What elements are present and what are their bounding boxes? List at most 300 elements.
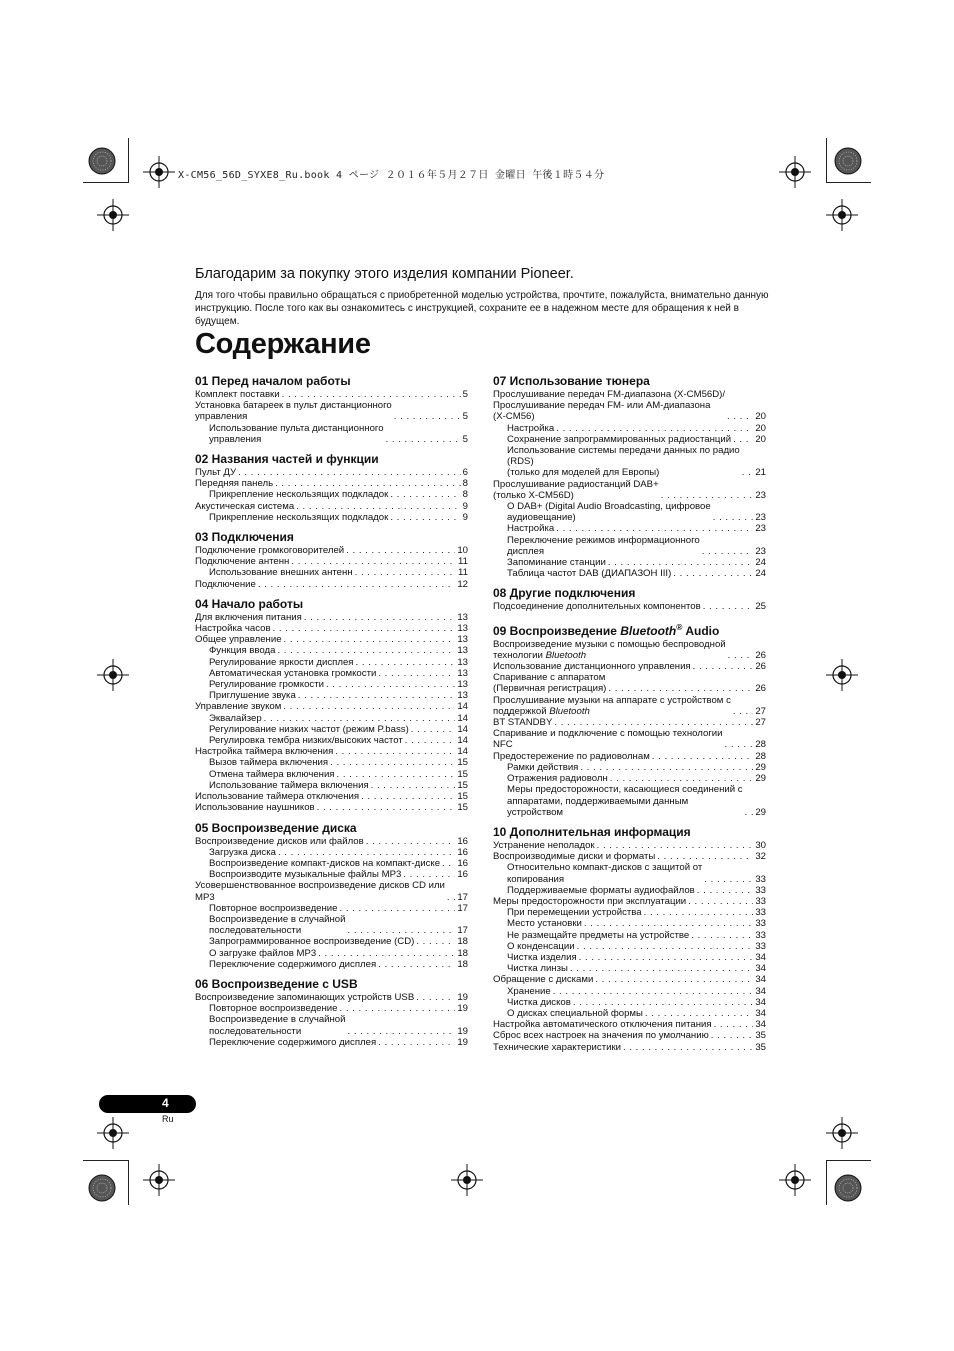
toc-page-number: 9 bbox=[462, 511, 468, 523]
toc-entry-text: Обращение с дисками bbox=[493, 974, 594, 986]
toc-entry-text: Использование внешних антенн bbox=[209, 567, 353, 579]
toc-page-number: 8 bbox=[462, 478, 468, 490]
toc-page-number: 19 bbox=[457, 1036, 468, 1048]
toc-page-number: 34 bbox=[755, 963, 766, 975]
toc-entry[interactable] bbox=[493, 728, 766, 750]
toc-entry[interactable] bbox=[493, 762, 766, 773]
registration-cross-icon bbox=[826, 659, 858, 691]
toc-page-number: 14 bbox=[457, 712, 468, 724]
toc-page-number: 23 bbox=[755, 523, 766, 535]
toc-entry-text: Эквалайзер bbox=[209, 712, 262, 724]
dot-leader bbox=[725, 739, 754, 750]
toc-page-number: 18 bbox=[457, 936, 468, 948]
toc-entry-text: При перемещении устройства bbox=[507, 907, 642, 919]
toc-entry-text: Акустическая система bbox=[195, 500, 295, 512]
toc-page-number: 24 bbox=[755, 557, 766, 569]
toc-page-number: 35 bbox=[755, 1030, 766, 1042]
page-title: Содержание bbox=[195, 328, 371, 360]
toc-entry[interactable] bbox=[493, 1008, 766, 1019]
toc-page-number: 19 bbox=[457, 1003, 468, 1015]
toc-entry-text: Использование наушников bbox=[195, 802, 315, 814]
toc-entry[interactable] bbox=[493, 535, 766, 557]
dot-leader bbox=[390, 512, 460, 523]
dot-leader bbox=[644, 907, 754, 918]
toc-entry[interactable] bbox=[195, 724, 468, 735]
toc-entry-text: Настройка bbox=[507, 523, 555, 535]
toc-entry-text: Повторное воспроизведение bbox=[209, 1003, 338, 1015]
dot-leader bbox=[275, 478, 461, 489]
toc-page-number: 34 bbox=[755, 985, 766, 997]
dot-leader bbox=[697, 885, 754, 896]
section-heading: 04 Начало работы bbox=[195, 596, 304, 611]
thanks-line: Благодарим за покупку этого изделия компании Pioneer. bbox=[195, 266, 574, 282]
page-number: 4 bbox=[162, 1096, 169, 1110]
toc-entry-text: Настройка bbox=[507, 422, 555, 434]
toc-entry[interactable] bbox=[493, 751, 766, 762]
dot-leader bbox=[348, 1026, 456, 1037]
toc-page-number: 15 bbox=[457, 768, 468, 780]
toc-entry[interactable] bbox=[195, 668, 468, 679]
toc-entry[interactable] bbox=[195, 936, 468, 947]
dot-leader bbox=[337, 769, 456, 780]
toc-entry-text: Регулирование низких частот (режим P.bass) bbox=[209, 723, 409, 735]
registration-cross-icon bbox=[779, 1164, 811, 1196]
toc-entry[interactable] bbox=[195, 858, 468, 869]
dot-leader bbox=[657, 851, 753, 862]
toc-entry[interactable] bbox=[493, 523, 766, 534]
dot-leader bbox=[335, 746, 455, 757]
toc-entry[interactable] bbox=[195, 802, 468, 813]
registration-cross-icon bbox=[97, 659, 129, 691]
dot-leader bbox=[340, 903, 456, 914]
registration-cross-icon bbox=[779, 156, 811, 188]
dot-leader bbox=[366, 836, 456, 847]
toc-entry-text: Общее управление bbox=[195, 634, 282, 646]
toc-entry[interactable] bbox=[195, 869, 468, 880]
toc-entry-text: Чистка изделия bbox=[507, 951, 577, 963]
toc-entry[interactable] bbox=[493, 997, 766, 1008]
toc-entry-text: Меры предосторожности, касающиеся соединений с аппаратами, поддерживаемыми данным устройством bbox=[507, 784, 743, 818]
toc-page-number: 12 bbox=[457, 578, 468, 590]
dot-leader bbox=[278, 847, 455, 858]
toc-entry-text: Прослушивание музыки на аппарате с устройством с поддержкой Bluetooth bbox=[493, 694, 731, 717]
toc-entry[interactable] bbox=[195, 903, 468, 914]
intro-paragraph: Для того чтобы правильно обращаться с приобретенной моделью устройства, прочтите, пожалуйста, внимательно данную инструкцию. После того как вы ознакомитесь с инструкцией, сохраните ее в надежном месте для обращения к ней в будущем. bbox=[195, 290, 769, 327]
toc-page-number: 33 bbox=[755, 940, 766, 952]
toc-entry-text: Управление звуком bbox=[195, 701, 282, 713]
toc-entry[interactable] bbox=[195, 478, 468, 489]
toc-page-number: 17 bbox=[457, 891, 468, 903]
toc-page-number: 13 bbox=[457, 667, 468, 679]
toc-entry[interactable] bbox=[493, 986, 766, 997]
toc-page-number: 29 bbox=[755, 761, 766, 773]
toc-page-number: 13 bbox=[457, 656, 468, 668]
toc-page-number: 34 bbox=[755, 974, 766, 986]
toc-entry-text: Подключение антенн bbox=[195, 556, 290, 568]
dot-leader bbox=[317, 802, 456, 813]
toc-entry-text: Воспроизведение дисков или файлов bbox=[195, 835, 364, 847]
toc-page-number: 34 bbox=[755, 1019, 766, 1031]
toc-entry-text: Регулирование громкости bbox=[209, 679, 324, 691]
toc-entry[interactable] bbox=[493, 907, 766, 918]
toc-entry[interactable] bbox=[195, 735, 468, 746]
toc-entry[interactable] bbox=[195, 836, 468, 847]
toc-entry[interactable] bbox=[195, 556, 468, 567]
toc-entry[interactable] bbox=[195, 791, 468, 802]
dot-leader bbox=[340, 1003, 456, 1014]
toc-page-number: 16 bbox=[457, 846, 468, 858]
toc-page-number: 23 bbox=[755, 489, 766, 501]
dot-leader bbox=[608, 557, 753, 568]
toc-entry[interactable] bbox=[195, 769, 468, 780]
dot-leader bbox=[273, 623, 456, 634]
dot-leader bbox=[745, 807, 754, 818]
dot-leader bbox=[411, 724, 456, 735]
dot-leader bbox=[291, 556, 456, 567]
dot-leader bbox=[584, 918, 753, 929]
toc-page-number: 13 bbox=[457, 690, 468, 702]
toc-page-number: 13 bbox=[457, 645, 468, 657]
dot-leader bbox=[733, 434, 753, 445]
toc-page-number: 33 bbox=[755, 895, 766, 907]
dot-leader bbox=[318, 948, 455, 959]
toc-entry[interactable] bbox=[493, 851, 766, 862]
toc-page-number: 33 bbox=[755, 918, 766, 930]
toc-entry[interactable] bbox=[195, 567, 468, 578]
toc-entry-text: Воспроизведение в случайной последовательности bbox=[209, 913, 346, 937]
toc-entry-text: BT STANDBY bbox=[493, 717, 553, 729]
toc-entry[interactable] bbox=[195, 757, 468, 768]
toc-entry-text: Чистка дисков bbox=[507, 996, 571, 1008]
dot-leader bbox=[702, 546, 754, 557]
dot-leader bbox=[403, 869, 455, 880]
toc-entry-text: Рамки действия bbox=[507, 761, 579, 773]
toc-entry[interactable] bbox=[195, 948, 468, 959]
dot-leader bbox=[394, 411, 461, 422]
toc-page-number: 11 bbox=[458, 556, 468, 568]
registration-cross-icon bbox=[826, 1117, 858, 1149]
dot-leader bbox=[361, 791, 455, 802]
toc-entry[interactable] bbox=[195, 467, 468, 478]
dot-leader bbox=[556, 523, 753, 534]
dot-leader bbox=[728, 650, 754, 661]
toc-page-number: 33 bbox=[755, 907, 766, 919]
toc-page-number: 25 bbox=[755, 601, 766, 613]
toc-entry-text: Таблица частот DAB (ДИАПАЗОН III) bbox=[507, 568, 672, 580]
toc-entry[interactable] bbox=[493, 896, 766, 907]
toc-entry-text: Воспроизведение музыки с помощью беспроводной технологии Bluetooth bbox=[493, 638, 726, 661]
toc-entry-text: Регулирование яркости дисплея bbox=[209, 656, 354, 668]
toc-entry[interactable] bbox=[493, 840, 766, 851]
toc-entry-text: Технические характеристики bbox=[493, 1041, 622, 1053]
toc-column-right bbox=[493, 374, 766, 1053]
toc-page-number: 19 bbox=[457, 991, 468, 1003]
toc-entry-text: Запрограммированное воспроизведение (CD) bbox=[209, 936, 415, 948]
dot-leader bbox=[283, 701, 455, 712]
toc-entry[interactable] bbox=[195, 1003, 468, 1014]
dot-leader bbox=[258, 579, 455, 590]
toc-entry[interactable] bbox=[493, 918, 766, 929]
toc-page-number: 28 bbox=[755, 739, 766, 751]
toc-entry[interactable] bbox=[493, 717, 766, 728]
toc-entry[interactable] bbox=[195, 780, 468, 791]
dot-leader bbox=[386, 434, 461, 445]
toc-entry-text: Устранение неполадок bbox=[493, 839, 595, 851]
dot-leader bbox=[608, 683, 753, 694]
dot-leader bbox=[714, 1019, 754, 1030]
dot-leader bbox=[673, 568, 753, 579]
toc-entry-text: Прикрепление нескользящих подкладок bbox=[209, 489, 389, 501]
toc-entry[interactable] bbox=[195, 501, 468, 512]
toc-page-number: 20 bbox=[755, 422, 766, 434]
section-heading: 02 Названия частей и функции bbox=[195, 452, 379, 467]
toc-entry[interactable] bbox=[195, 579, 468, 590]
toc-entry-text: Усовершенствованное воспроизведение дисков CD или MP3 bbox=[195, 880, 445, 903]
toc-entry-text: Использование дистанционного управления bbox=[493, 661, 691, 673]
toc-entry-text: Чистка линзы bbox=[507, 963, 568, 975]
toc-entry[interactable] bbox=[195, 623, 468, 634]
toc-page-number: 14 bbox=[457, 735, 468, 747]
toc-entry-text: Вызов таймера включения bbox=[209, 757, 329, 769]
toc-entry[interactable] bbox=[493, 661, 766, 672]
toc-entry[interactable] bbox=[195, 612, 468, 623]
dot-leader bbox=[442, 858, 455, 869]
dot-leader bbox=[577, 941, 754, 952]
toc-entry[interactable] bbox=[195, 746, 468, 757]
toc-entry-text: Регулировка тембра низких/высоких частот bbox=[209, 735, 403, 747]
section-heading: 06 Воспроизведение с USB bbox=[195, 976, 358, 991]
section-heading: 08 Другие подключения bbox=[493, 586, 636, 601]
toc-entry-text: Меры предосторожности при эксплуатации bbox=[493, 895, 687, 907]
toc-entry[interactable] bbox=[195, 545, 468, 556]
dot-leader bbox=[304, 612, 456, 623]
toc-page-number: 23 bbox=[755, 545, 766, 557]
dot-leader bbox=[416, 992, 455, 1003]
toc-entry[interactable] bbox=[195, 713, 468, 724]
toc-entry[interactable] bbox=[195, 959, 468, 970]
toc-entry[interactable] bbox=[195, 679, 468, 690]
dot-leader bbox=[277, 645, 455, 656]
dot-leader bbox=[405, 735, 456, 746]
registration-cross-icon bbox=[143, 156, 175, 188]
toc-entry[interactable] bbox=[493, 423, 766, 434]
toc-entry[interactable] bbox=[493, 501, 766, 523]
toc-entry[interactable] bbox=[195, 657, 468, 668]
toc-entry[interactable] bbox=[493, 639, 766, 661]
toc-entry[interactable] bbox=[493, 784, 766, 818]
registration-cross-icon bbox=[451, 1164, 483, 1196]
toc-entry-text: Предостережение по радиоволнам bbox=[493, 750, 650, 762]
toc-page-number: 16 bbox=[457, 869, 468, 881]
toc-page-number: 27 bbox=[755, 705, 766, 717]
dot-leader bbox=[378, 1037, 455, 1048]
toc-page-number: 5 bbox=[462, 389, 468, 400]
toc-entry-text: Функция ввода bbox=[209, 645, 276, 657]
toc-page-number: 15 bbox=[457, 802, 468, 814]
toc-page-number: 32 bbox=[755, 851, 766, 863]
toc-entry[interactable] bbox=[195, 645, 468, 656]
toc-entry[interactable] bbox=[195, 880, 468, 902]
toc-entry[interactable] bbox=[493, 445, 766, 479]
toc-page-number: 15 bbox=[457, 757, 468, 769]
dot-leader bbox=[742, 467, 754, 478]
toc-page-number: 10 bbox=[457, 545, 468, 557]
toc-entry[interactable] bbox=[493, 672, 766, 694]
section-heading: 05 Воспроизведение диска bbox=[195, 820, 357, 835]
toc-column-left bbox=[195, 374, 468, 1048]
toc-page-number: 33 bbox=[755, 873, 766, 885]
toc-page-number: 34 bbox=[755, 996, 766, 1008]
toc-entry-text: Автоматическая установка громкости bbox=[209, 667, 377, 679]
toc-entry[interactable] bbox=[493, 479, 766, 501]
dot-leader bbox=[645, 1008, 753, 1019]
toc-entry[interactable] bbox=[195, 512, 468, 523]
dot-leader bbox=[556, 423, 753, 434]
toc-page-number: 18 bbox=[457, 947, 468, 959]
toc-entry[interactable] bbox=[195, 400, 468, 422]
dot-leader bbox=[416, 936, 455, 947]
print-header: X-CM56_56D_SYXE8_Ru.book 4 ページ ２０１６年５月２７日 金曜日 午後１時５４分 bbox=[178, 170, 605, 181]
toc-entry[interactable] bbox=[195, 914, 468, 936]
dot-leader bbox=[704, 874, 753, 885]
toc-entry-text: Подсоединение дополнительных компонентов bbox=[493, 601, 701, 613]
dot-leader bbox=[727, 411, 753, 422]
section-heading: 03 Подключения bbox=[195, 530, 294, 545]
dot-leader bbox=[264, 713, 456, 724]
dot-leader bbox=[713, 512, 754, 523]
toc-entry-text: Прикрепление нескользящих подкладок bbox=[209, 511, 389, 523]
toc-page-number: 23 bbox=[755, 512, 766, 524]
toc-entry-text: О конденсации bbox=[507, 940, 575, 952]
dot-leader bbox=[348, 925, 456, 936]
dot-leader bbox=[688, 896, 753, 907]
toc-entry[interactable] bbox=[493, 434, 766, 445]
color-target-icon bbox=[835, 1175, 861, 1201]
toc-page-number: 29 bbox=[755, 806, 766, 818]
toc-entry[interactable] bbox=[493, 601, 766, 612]
toc-entry[interactable] bbox=[195, 1014, 468, 1036]
toc-page-number: 5 bbox=[462, 411, 468, 423]
toc-entry[interactable] bbox=[195, 634, 468, 645]
toc-entry-text: Прослушивание радиостанций DAB+ (только X-CM56D) bbox=[493, 478, 659, 501]
dot-leader bbox=[573, 997, 753, 1008]
section-heading: 07 Использование тюнера bbox=[493, 374, 650, 388]
toc-entry[interactable] bbox=[493, 1042, 766, 1053]
dot-leader bbox=[703, 601, 754, 612]
toc-entry-text: О DAB+ (Digital Audio Broadcasting, цифровое аудиовещание) bbox=[507, 501, 711, 524]
toc-page-number: 14 bbox=[457, 723, 468, 735]
toc-entry-text: Отмена таймера включения bbox=[209, 768, 335, 780]
toc-entry-text: Комплект поставки bbox=[195, 389, 280, 400]
toc-page-number: 13 bbox=[457, 611, 468, 623]
toc-entry-text: Использование пульта дистанционного управления bbox=[209, 422, 384, 445]
toc-entry-text: Воспроизведение запоминающих устройств USB bbox=[195, 991, 415, 1003]
color-target-icon bbox=[89, 148, 115, 174]
section-heading: 10 Дополнительная информация bbox=[493, 824, 691, 839]
toc-entry[interactable] bbox=[493, 930, 766, 941]
toc-entry-text: Повторное воспроизведение bbox=[209, 902, 338, 914]
toc-entry[interactable] bbox=[195, 847, 468, 858]
toc-entry[interactable] bbox=[493, 974, 766, 985]
language-code: Ru bbox=[162, 1114, 174, 1124]
toc-entry[interactable] bbox=[493, 941, 766, 952]
section-heading: 09 Воспроизведение Bluetooth® Audio bbox=[493, 621, 720, 638]
dot-leader bbox=[597, 840, 754, 851]
toc-entry[interactable] bbox=[195, 423, 468, 445]
toc-entry[interactable] bbox=[195, 1037, 468, 1048]
toc-entry[interactable] bbox=[493, 568, 766, 579]
toc-page-number: 14 bbox=[457, 701, 468, 713]
toc-entry[interactable] bbox=[493, 557, 766, 568]
toc-page-number: 15 bbox=[457, 791, 468, 803]
toc-entry-text: Подключение громкоговорителей bbox=[195, 545, 345, 557]
dot-leader bbox=[447, 892, 455, 903]
toc-page-number: 33 bbox=[755, 884, 766, 896]
toc-entry-text: Использование таймера отключения bbox=[195, 791, 360, 803]
registration-cross-icon bbox=[97, 1117, 129, 1149]
toc-entry[interactable] bbox=[195, 690, 468, 701]
registration-cross-icon bbox=[97, 199, 129, 231]
toc-entry[interactable] bbox=[195, 701, 468, 712]
toc-page-number: 20 bbox=[755, 433, 766, 445]
dot-leader bbox=[298, 690, 456, 701]
toc-entry[interactable] bbox=[195, 992, 468, 1003]
toc-entry[interactable] bbox=[493, 1019, 766, 1030]
toc-entry[interactable] bbox=[195, 489, 468, 500]
toc-entry-text: Спаривание с аппаратом (Первичная регистрация) bbox=[493, 672, 607, 695]
toc-entry-text: Воспроизведение компакт-дисков на компакт-диске bbox=[209, 857, 441, 869]
toc-page-number: 11 bbox=[458, 567, 468, 579]
toc-entry[interactable] bbox=[493, 773, 766, 784]
toc-page-number: 13 bbox=[457, 679, 468, 691]
toc-entry[interactable] bbox=[493, 389, 766, 423]
toc-entry-text: Воспроизведение в случайной последовательности bbox=[209, 1014, 346, 1037]
registration-cross-icon bbox=[143, 1164, 175, 1196]
toc-entry-text: Относительно компакт-дисков с защитой от копирования bbox=[507, 862, 703, 885]
toc-page-number: 16 bbox=[457, 835, 468, 847]
toc-entry-text: Пульт ДУ bbox=[195, 467, 237, 479]
toc-entry-text: Приглушение звука bbox=[209, 690, 296, 702]
toc-entry-text: Переключение режимов информационного дисплея bbox=[507, 534, 700, 557]
toc-entry-text: Воспроизводимые диски и форматы bbox=[493, 851, 656, 863]
toc-entry-text: О загрузке файлов MP3 bbox=[209, 947, 317, 959]
toc-entry[interactable] bbox=[195, 389, 468, 400]
toc-entry-text: Хранение bbox=[507, 985, 551, 997]
toc-page-number: 16 bbox=[457, 857, 468, 869]
toc-entry[interactable] bbox=[493, 862, 766, 884]
dot-leader bbox=[661, 490, 754, 501]
toc-page-number: 17 bbox=[457, 925, 468, 937]
toc-page-number: 24 bbox=[755, 568, 766, 580]
toc-entry[interactable] bbox=[493, 963, 766, 974]
toc-entry-text: Подключение bbox=[195, 578, 256, 590]
toc-page-number: 26 bbox=[755, 683, 766, 695]
dot-leader bbox=[282, 389, 461, 400]
toc-entry-text: Использование таймера включения bbox=[209, 779, 369, 791]
toc-entry[interactable] bbox=[493, 885, 766, 896]
toc-entry[interactable] bbox=[493, 952, 766, 963]
dot-leader bbox=[580, 762, 753, 773]
toc-entry[interactable] bbox=[493, 1030, 766, 1041]
dot-leader bbox=[296, 501, 460, 512]
toc-page-number: 28 bbox=[755, 750, 766, 762]
dot-leader bbox=[378, 959, 455, 970]
toc-entry-text: Настройка автоматического отключения питания bbox=[493, 1019, 712, 1031]
toc-entry[interactable] bbox=[493, 695, 766, 717]
dot-leader bbox=[355, 657, 455, 668]
toc-page-number: 18 bbox=[457, 958, 468, 970]
toc-page-number: 34 bbox=[755, 1007, 766, 1019]
